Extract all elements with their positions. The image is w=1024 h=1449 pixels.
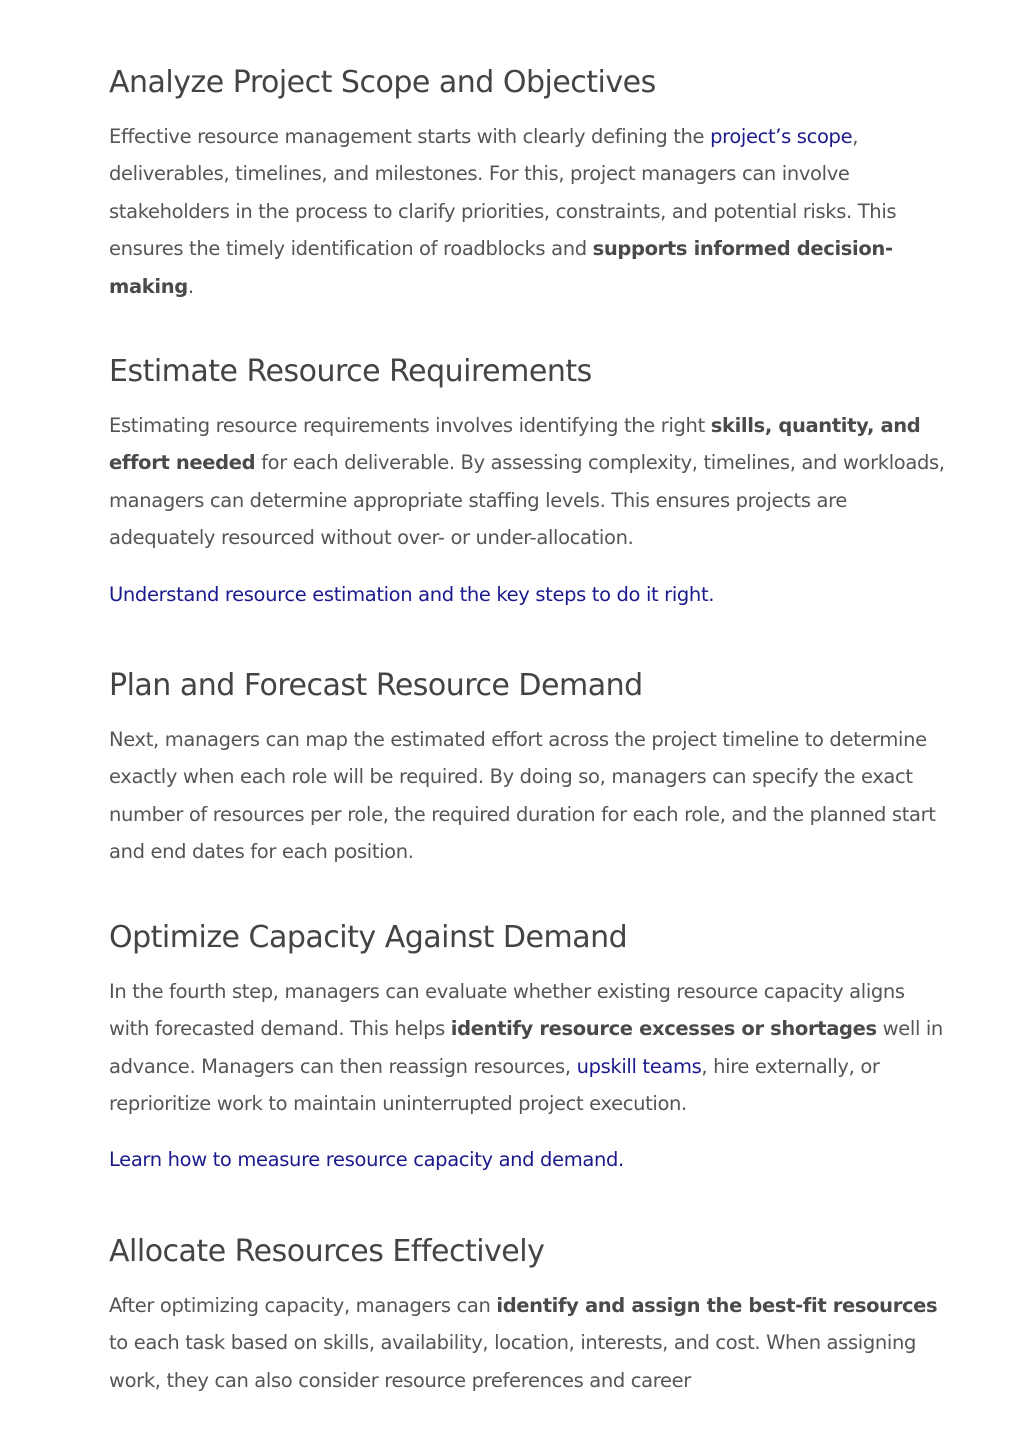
section-paragraph: [109, 721, 949, 871]
paragraph-text: Next, managers can map the estimated effort across the project timeline to determine exactly when each role will be required. By doing so, managers can specify the exact number of resources per role, the required duration for each role, and the planned start and end dates for each position.: [109, 728, 936, 864]
bold-text: supports informed decision-making: [109, 237, 893, 298]
section-estimate-requirements: [109, 349, 949, 613]
section-heading: Estimate Resource Requirements: [109, 354, 592, 390]
section-optimize-capacity: [109, 915, 949, 1179]
resource-estimation-link[interactable]: Understand resource estimation and the key steps to do it right.: [109, 582, 715, 606]
section-paragraph: [109, 407, 949, 557]
related-link-paragraph: [109, 576, 949, 613]
upskill-teams-link[interactable]: upskill teams: [576, 1054, 702, 1078]
related-link-paragraph: [109, 1141, 949, 1178]
paragraph-text: to each task based on skills, availability, location, interests, and cost. When assigning work, they can also consider resource preferences and career: [109, 1331, 916, 1392]
section-heading: Allocate Resources Effectively: [109, 1233, 545, 1269]
capacity-demand-link[interactable]: Learn how to measure resource capacity and demand.: [109, 1148, 624, 1172]
bold-text: identify and assign the best-fit resources: [496, 1293, 938, 1317]
paragraph-text: , hire externally, or reprioritize work to maintain uninterrupted project execution.: [109, 1054, 880, 1115]
section-paragraph: [109, 973, 949, 1123]
section-plan-forecast: [109, 663, 949, 871]
paragraph-text: well in advance. Managers can then reassign resources,: [109, 1017, 943, 1078]
project-scope-link[interactable]: project’s scope: [710, 125, 853, 148]
section-paragraph: [109, 1287, 949, 1399]
bold-text: skills, quantity, and effort needed: [109, 414, 921, 475]
paragraph-text: for each deliverable. By assessing complexity, timelines, and workloads, managers can determine appropriate staffing levels. This ensures projects are adequately resourced without over- or under-allocation.: [109, 451, 945, 550]
section-heading: Optimize Capacity Against Demand: [109, 919, 628, 955]
section-paragraph: [109, 118, 949, 305]
paragraph-text: In the fourth step, managers can evaluate whether existing resource capacity aligns with forecasted demand. This helps: [109, 979, 905, 1041]
section-heading: Plan and Forecast Resource Demand: [109, 668, 643, 704]
paragraph-text: Effective resource management starts with clearly defining the: [109, 125, 711, 148]
article-body: [109, 60, 949, 1443]
paragraph-text: .: [187, 274, 194, 298]
section-analyze-scope: [109, 60, 949, 305]
paragraph-text: After optimizing capacity, managers can: [109, 1293, 497, 1317]
section-heading: Analyze Project Scope and Objectives: [109, 65, 656, 100]
bold-text: identify resource excesses or shortages: [450, 1017, 877, 1041]
section-allocate-resources: [109, 1229, 949, 1399]
paragraph-text: Estimating resource requirements involves identifying the right: [109, 414, 711, 438]
paragraph-text: , deliverables, timelines, and milestones. For this, project managers can involve stakeholders in the process to clarify priorities, constraints, and potential risks. This ensures the timely identification of roadblocks and: [109, 125, 897, 261]
